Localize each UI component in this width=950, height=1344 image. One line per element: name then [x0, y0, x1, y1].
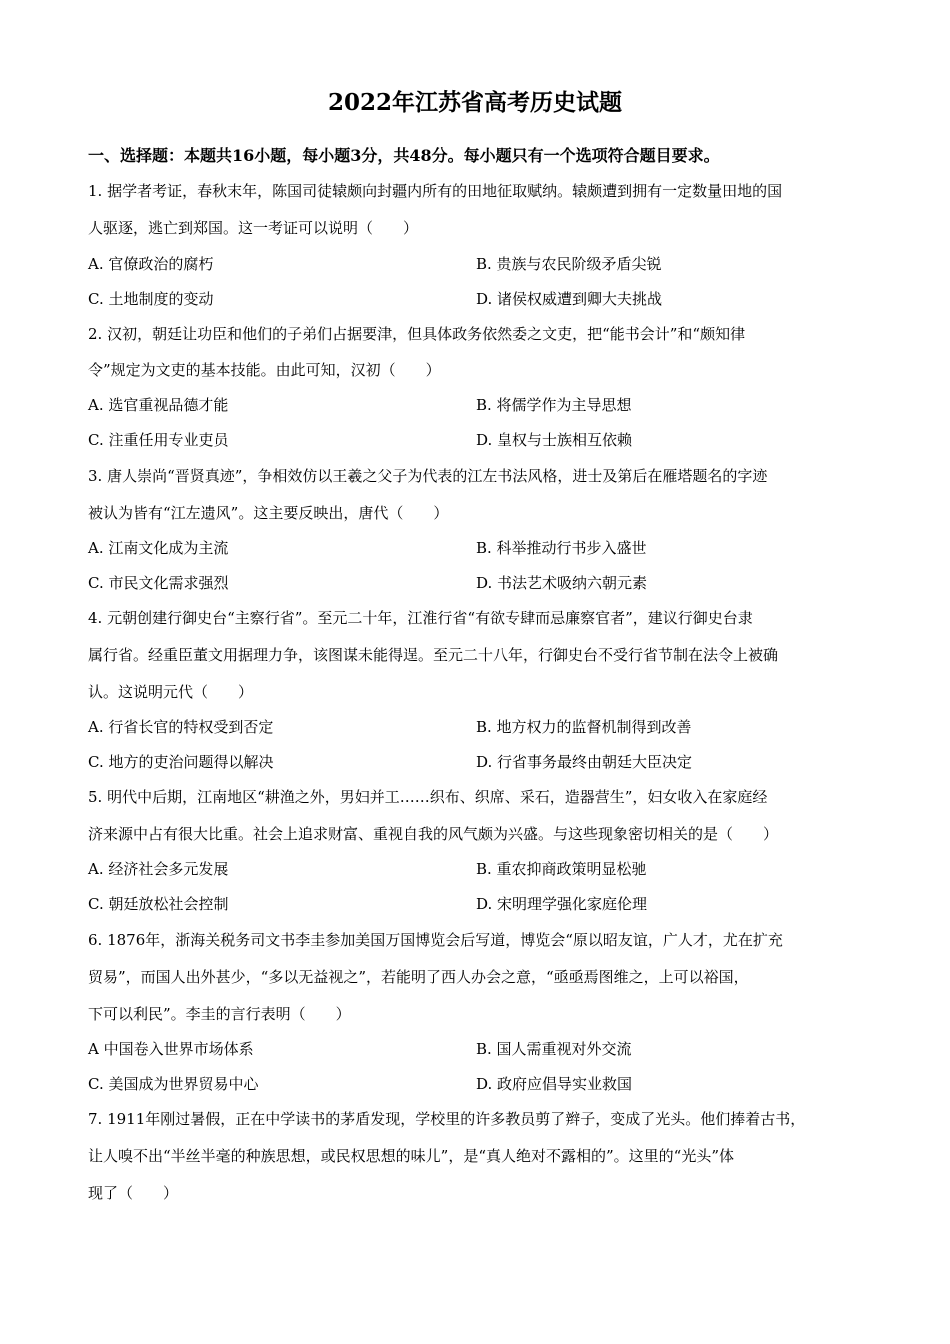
question-5-text-line: 5. 明代中后期，江南地区“耕渔之外，男妇并工……织布、织席、采石，造器营生”，妇女收入在家庭经: [88, 788, 768, 806]
question-6-text-line: 下可以利民”。李圭的言行表明（ ）: [88, 1005, 351, 1023]
question-6-text-line: 6. 1876年，浙海关税务司文书李圭参加美国万国博览会后写道，博览会“原以昭友谊，广人才，尤在扩充: [88, 931, 783, 949]
question-2-option-c: C. 注重任用专业吏员: [88, 431, 229, 449]
question-4-option-a: A. 行省长官的特权受到否定: [88, 718, 274, 736]
question-3-option-c: C. 市民文化需求强烈: [88, 574, 229, 592]
question-6-option-c: C. 美国成为世界贸易中心: [88, 1075, 259, 1093]
question-3-option-b: B. 科举推动行书步入盛世: [476, 539, 647, 557]
question-1-option-a: A. 官僚政治的腐朽: [88, 255, 214, 273]
question-4-text-line: 认。这说明元代（ ）: [88, 683, 254, 701]
question-6-option-b: B. 国人需重视对外交流: [476, 1040, 632, 1058]
question-5-option-c: C. 朝廷放松社会控制: [88, 895, 229, 913]
question-3-option-d: D. 书法艺术吸纳六朝元素: [476, 574, 648, 592]
question-5-option-b: B. 重农抑商政策明显松驰: [476, 860, 647, 878]
page-title: 2022年江苏省高考历史试题: [327, 89, 622, 116]
question-4-option-d: D. 行省事务最终由朝廷大臣决定: [476, 753, 693, 771]
question-3-text-line: 被认为皆有“江左遗风”。这主要反映出，唐代（ ）: [88, 504, 449, 522]
question-5-text-line: 济来源中占有很大比重。社会上追求财富、重视自我的风气颇为兴盛。与这些现象密切相关的是（ ）: [88, 825, 779, 843]
question-1-option-c: C. 土地制度的变动: [88, 290, 214, 308]
question-2-option-a: A. 选官重视品德才能: [88, 396, 229, 414]
question-1-text-line: 人驱逐，逃亡到郑国。这一考证可以说明（ ）: [88, 219, 419, 237]
question-1-option-b: B. 贵族与农民阶级矛盾尖锐: [476, 255, 662, 273]
section-heading: 一、选择题：本题共16小题，每小题3分，共48分。每小题只有一个选项符合题目要求。: [88, 146, 720, 165]
question-5-option-d: D. 宋明理学强化家庭伦理: [476, 895, 648, 913]
question-2-option-b: B. 将儒学作为主导思想: [476, 396, 632, 414]
question-4-text-line: 属行省。经重臣董文用据理力争，该图谋未能得逞。至元二十八年，行御史台不受行省节制在法令上被确: [88, 646, 779, 664]
question-1-text-line: 1. 据学者考证，春秋末年，陈国司徒辕颇向封疆内所有的田地征取赋纳。辕颇遭到拥有一定数量田地的国: [88, 182, 783, 200]
question-6-text-line: 贸易”，而国人出外甚少，“多以无益视之”，若能明了西人办会之意，“亟亟焉图维之，上可以裕国，: [88, 968, 749, 986]
question-7-text-line: 7. 1911年刚过暑假，正在中学读书的茅盾发现，学校里的许多教员剪了辫子，变成了光头。他们捧着古书，: [88, 1110, 806, 1128]
question-6-option-a: A 中国卷入世界市场体系: [88, 1040, 254, 1058]
question-2-text-line: 令”规定为文吏的基本技能。由此可知，汉初（ ）: [88, 361, 441, 379]
question-5-option-a: A. 经济社会多元发展: [88, 860, 229, 878]
question-7-text-line: 现了（ ）: [88, 1184, 179, 1202]
question-2-text-line: 2. 汉初，朝廷让功臣和他们的子弟们占据要津，但具体政务依然委之文吏，把“能书会计”和“颇知律: [88, 325, 746, 343]
question-6-option-d: D. 政府应倡导实业救国: [476, 1075, 633, 1093]
question-3-option-a: A. 江南文化成为主流: [88, 539, 229, 557]
question-2-option-d: D. 皇权与士族相互依赖: [476, 431, 633, 449]
question-3-text-line: 3. 唐人崇尚“晋贤真迹”，争相效仿以王羲之父子为代表的江左书法风格，进士及第后在雁塔题名的字迹: [88, 467, 768, 485]
question-7-text-line: 让人嗅不出“半丝半毫的种族思想，或民权思想的味儿”，是“真人绝对不露相的”。这里的“光头”体: [88, 1147, 735, 1165]
question-4-option-c: C. 地方的吏治问题得以解决: [88, 753, 274, 771]
question-4-option-b: B. 地方权力的监督机制得到改善: [476, 718, 692, 736]
question-4-text-line: 4. 元朝创建行御史台“主察行省”。至元二十年，江淮行省“有欲专肆而忌廉察官者”，建议行御史台隶: [88, 609, 753, 627]
question-1-option-d: D. 诸侯权威遭到卿大夫挑战: [476, 290, 663, 308]
